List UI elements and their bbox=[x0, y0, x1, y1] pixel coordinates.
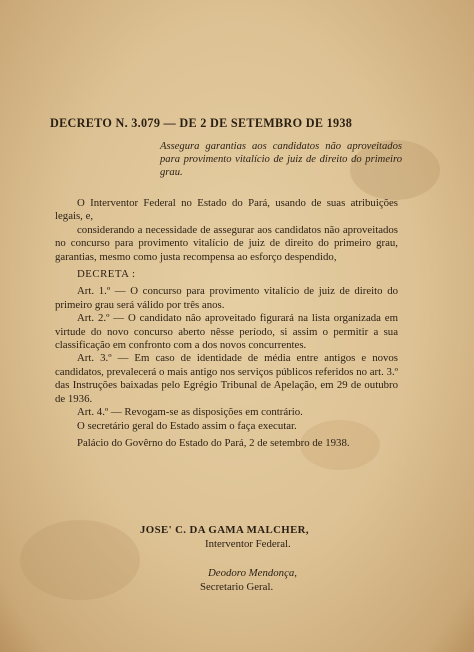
decree-title: DECRETO N. 3.079 — DE 2 DE SETEMBRO DE 1938 bbox=[50, 116, 353, 130]
preamble-paragraph: O Interventor Federal no Estado do Pará, usando de suas atribuições legais, e, bbox=[55, 197, 398, 223]
closing-paragraph: Palácio do Govêrno do Estado do Pará, 2 de setembro de 1938. bbox=[77, 436, 350, 449]
decreta-heading: DECRETA : bbox=[77, 268, 136, 281]
decree-body bbox=[55, 197, 398, 450]
signatory-role: Interventor Federal. bbox=[205, 537, 291, 550]
article-paragraph: Art. 4.º — Revogam-se as disposições em contrário. bbox=[77, 406, 303, 419]
article-paragraph: Art. 2.º — O candidato não aproveitado figurará na lista organizada em virtude do novo concurso aberto nêsse período, si assim o permitir a sua classificação em confronto com a dos novos concurrentes. bbox=[55, 312, 398, 352]
article-paragraph: Art. 3.º — Em caso de identidade de média entre antigos e novos candidatos, prevalecerá o mais antigo nos serviços públicos referidos no art. 3.º das Instruções baixadas pelo Egrégio Tribunal de Apelação, em 29 de outubro de 1936. bbox=[55, 352, 398, 405]
signature-block bbox=[140, 524, 400, 594]
execution-paragraph: O secretário geral do Estado assim o faça executar. bbox=[77, 419, 297, 432]
preamble-paragraph: considerando a necessidade de assegurar aos candidatos não aproveitados no concurso para provimento vitalício de juiz de direito do primeiro grau, garantias, mesmo como justa recompensa ao esforço despendido, bbox=[55, 223, 398, 263]
signatory-name: JOSE' C. DA GAMA MALCHER, bbox=[140, 524, 309, 536]
decree-summary: Assegura garantias aos candidatos não aproveitados para provimento vitalício de juiz de direito do primeiro grau. bbox=[160, 141, 402, 178]
paper-stain bbox=[20, 520, 140, 600]
secretary-name: Deodoro Mendonça, bbox=[208, 567, 297, 579]
article-paragraph: Art. 1.º — O concurso para provimento vitalício de juiz de direito do primeiro grau será válido por três anos. bbox=[55, 285, 398, 311]
secretary-role: Secretario Geral. bbox=[200, 580, 274, 593]
